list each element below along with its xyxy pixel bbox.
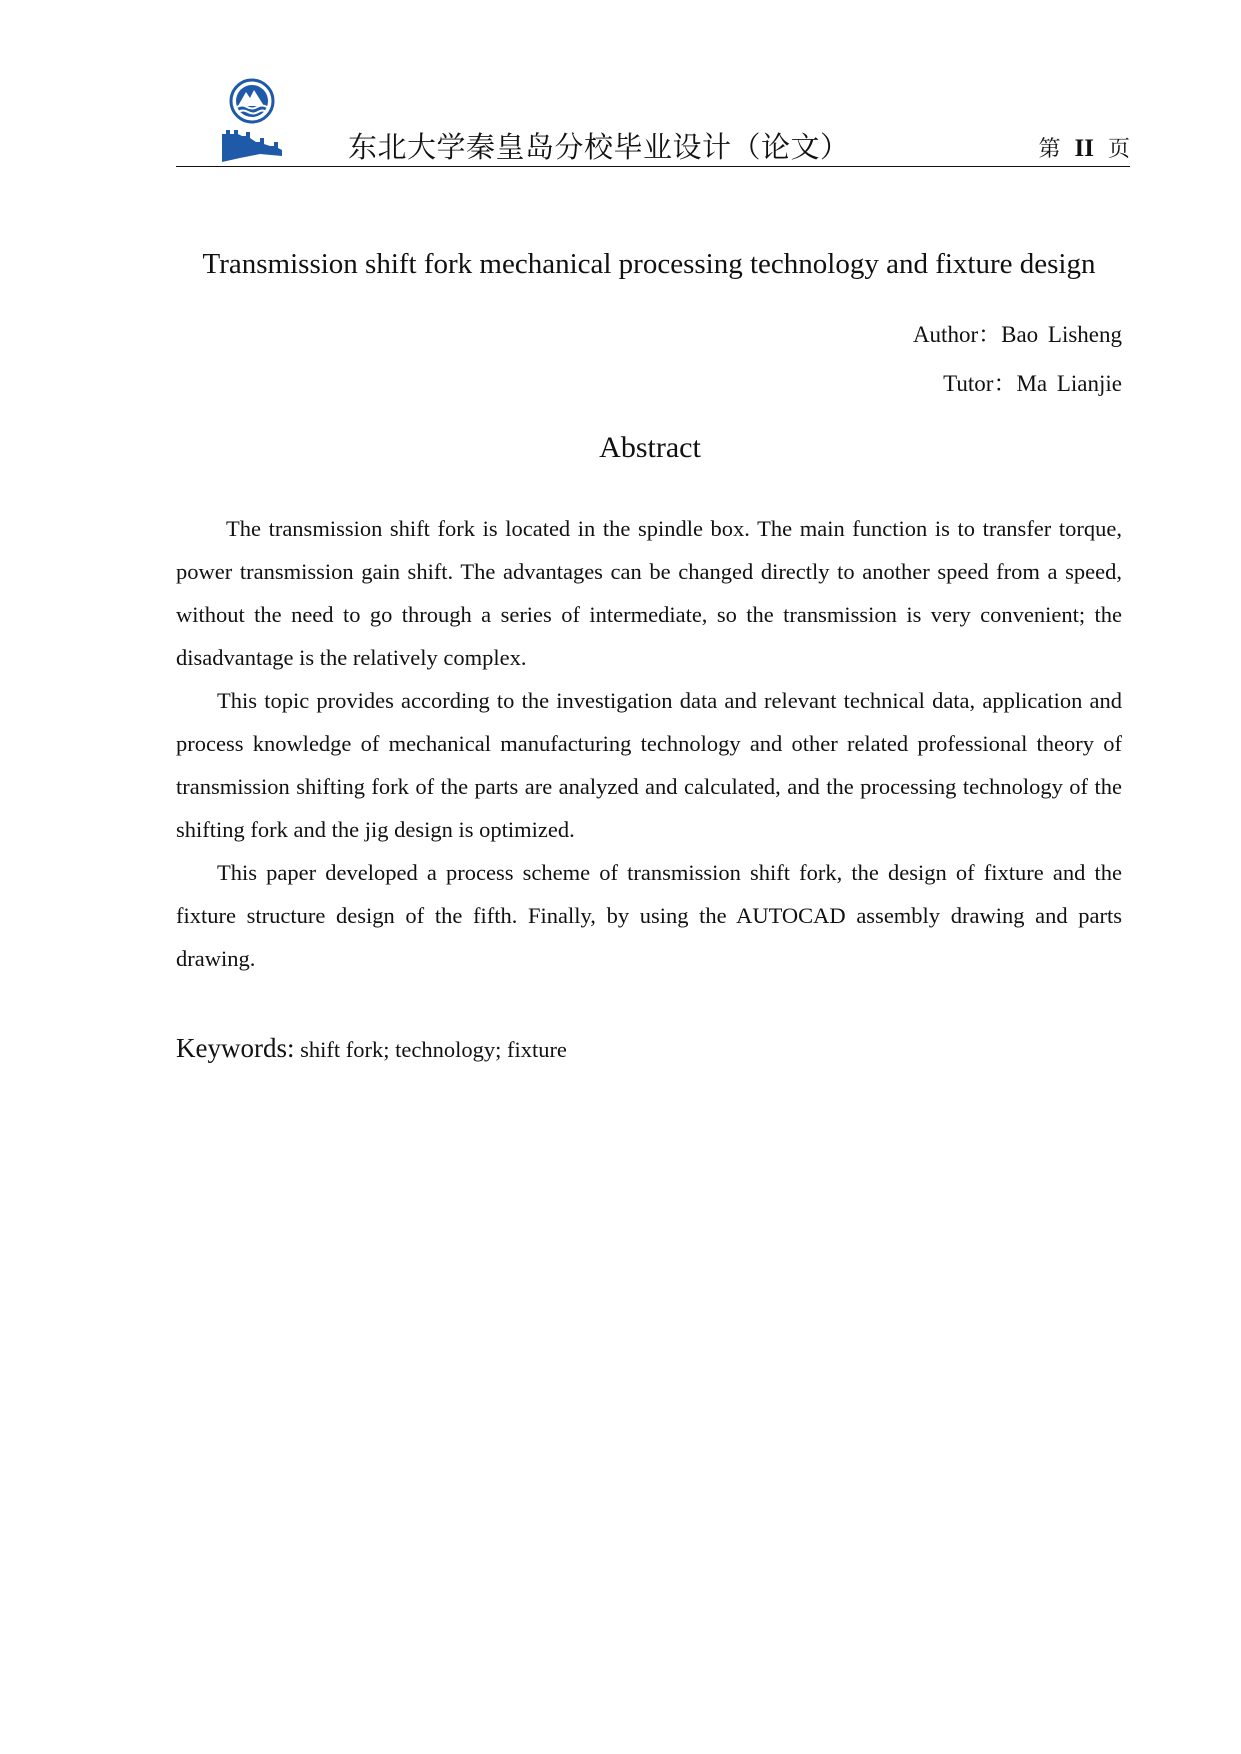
keywords-line xyxy=(176,1030,567,1068)
page-number: II xyxy=(1074,135,1094,162)
abstract-paragraph: This paper developed a process scheme of transmission shift fork, the design of fixture and the fixture structure design of the fifth. Finally, by using the AUTOCAD assembly drawing and parts drawing. xyxy=(176,860,1122,971)
university-header-title: 东北大学秦皇岛分校毕业设计（论文） xyxy=(348,130,850,164)
author-line: Author：Bao Lisheng xyxy=(912,322,1122,347)
abstract-paragraph: The transmission shift fork is located in the spindle box. The main function is to transfer torque, power transmission gain shift. The advantages can be changed directly to another speed from a speed, without the need to go through a series of intermediate, so the transmission is very convenient; the disadvantage is the relatively complex. xyxy=(176,516,1122,670)
abstract-body xyxy=(176,507,1122,980)
page-number-suffix: 页 xyxy=(1107,137,1130,162)
university-emblem-icon xyxy=(220,78,284,164)
page-number-label xyxy=(1039,134,1131,165)
keywords-label: Keywords: xyxy=(176,1033,295,1063)
document-title: Transmission shift fork mechanical processing technology and fixture design xyxy=(202,248,1096,280)
page-number-prefix: 第 xyxy=(1038,137,1061,162)
abstract-paragraph: This topic provides according to the investigation data and relevant technical data, application and process knowledge of mechanical manufacturing technology and other related professional theory of transmission shifting fork of the parts are analyzed and calculated, and the processing technology of the shifting fork and the jig design is optimized. xyxy=(176,688,1122,842)
abstract-heading: Abstract xyxy=(599,431,701,464)
page-header xyxy=(176,74,1130,168)
header-divider xyxy=(176,166,1130,167)
tutor-line: Tutor：Ma Lianjie xyxy=(943,371,1122,396)
keywords-value: shift fork; technology; fixture xyxy=(294,1037,567,1062)
